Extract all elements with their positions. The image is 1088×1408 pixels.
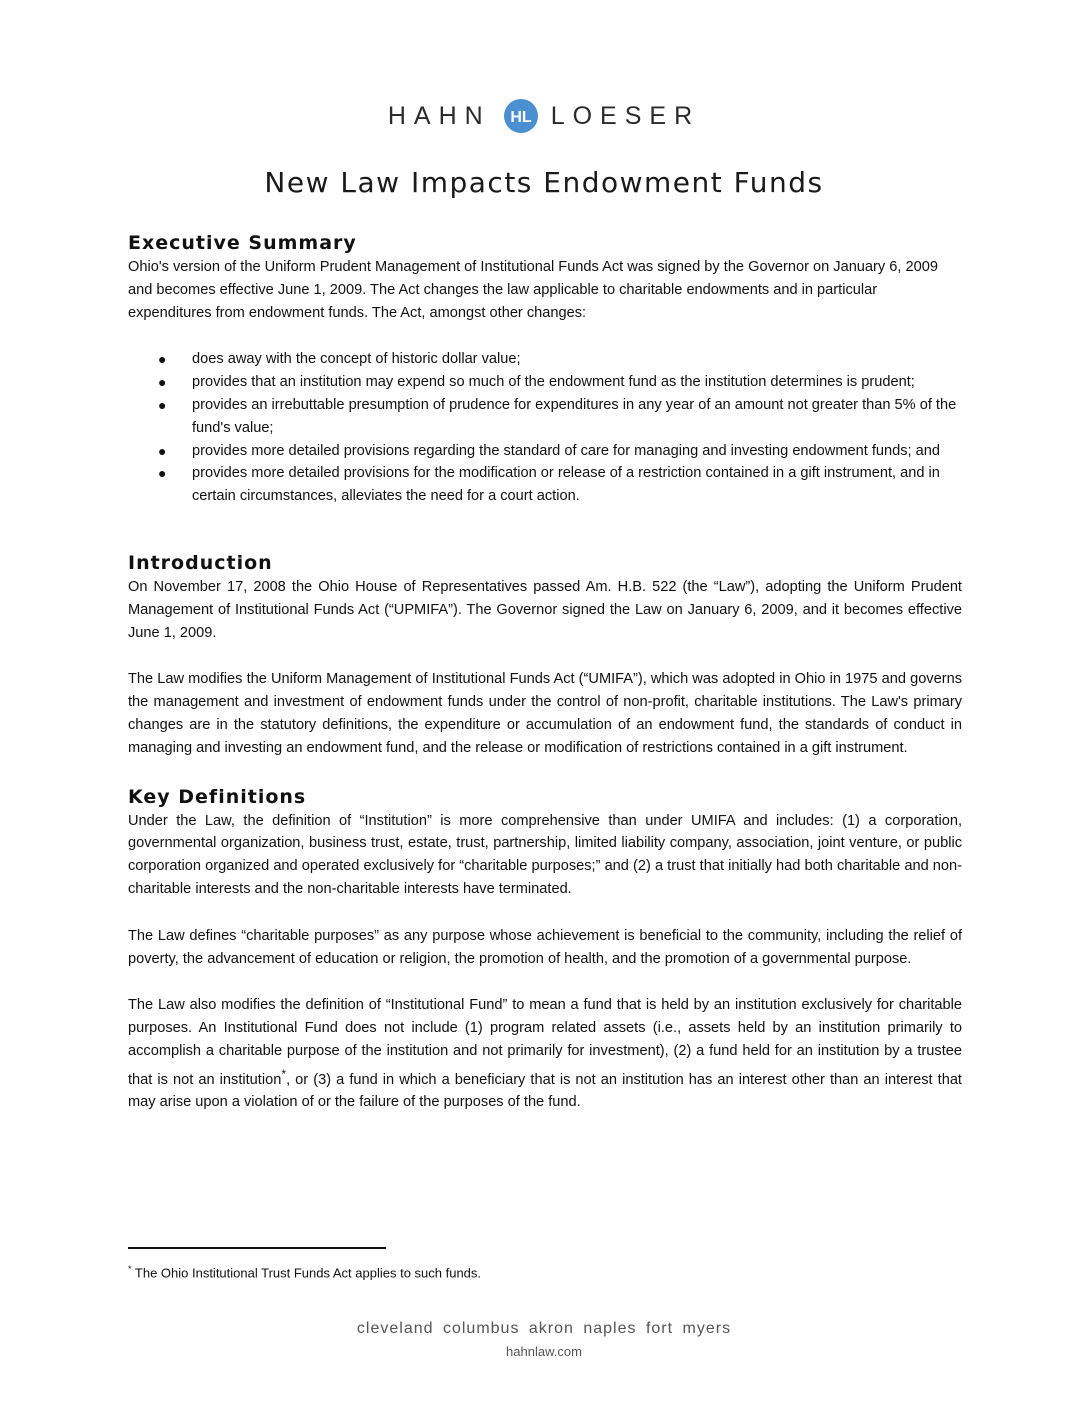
executive-summary-intro: Ohio's version of the Uniform Prudent Management of Institutional Funds Act was signed by the Governor on January 6, 2009 and becomes effective June 1, 2009. The Act changes the law applicable to charitable endowments and in particular expenditures from endowment funds. The Act, amongst other changes: (128, 259, 938, 321)
footnote (128, 1260, 481, 1282)
executive-summary-heading: Executive Summary (128, 232, 357, 254)
introduction-heading: Introduction (128, 551, 273, 574)
logo-left-word: HAHN (387, 101, 491, 130)
key-definitions-heading: Key Definitions (128, 785, 307, 808)
summary-bullet: ● provides an irrebuttable presumption of prudence for expenditures in any year of an amount not greater than 5% of the fund's value; (128, 394, 962, 440)
bullet-icon: ● (158, 465, 167, 482)
footnote-marker: * (128, 1264, 132, 1274)
definitions-paragraph: The Law defines “charitable purposes” as any purpose whose achievement is beneficial to the community, including the relief of poverty, the advancement of education or religion, the promotion of health, and the promotion of a governmental purpose. (128, 927, 962, 967)
footnote-text: The Ohio Institutional Trust Funds Act applies to such funds. (131, 1265, 482, 1281)
introduction-paragraph: The Law modifies the Uniform Management of Institutional Funds Act (“UMIFA”), which was adopted in Ohio in 1975 and governs the management and investment of endowment funds under the control of non-profit, charitable institutions. The Law's primary changes are in the statutory definitions, the expenditure or accumulation of an endowment fund, the standards of conduct in managing and investing an endowment fund, and the release or modification of restrictions contained in a gift instrument. (128, 671, 962, 756)
footnote-divider (128, 1247, 386, 1249)
introduction-paragraph: On November 17, 2008 the Ohio House of Representatives passed Am. H.B. 522 (the “Law”), adopting the Uniform Prudent Management of Institutional Funds Act (“UPMIFA”). The Governor signed the Law on January 6, 2009, and it becomes effective June 1, 2009. (128, 578, 962, 641)
document-body (128, 230, 962, 1114)
definitions-paragraph: Under the Law, the definition of “Institution” is more comprehensive than under UMIFA and includes: (1) a corporation, governmental organization, business trust, estate, trust, partnership, limited liability company, association, joint venture, or public corporation organized and operated exclusively for “charitable purposes;” and (2) a trust that initially had both charitable and non-charitable interests and the non-charitable interests have terminated. (128, 812, 962, 897)
bullet-icon: ● (158, 442, 167, 459)
summary-bullet-list (128, 348, 962, 508)
bullet-icon: ● (158, 374, 167, 391)
summary-bullet: ● does away with the concept of historic dollar value; (128, 348, 962, 371)
summary-bullet: ● provides more detailed provisions regarding the standard of care for managing and investing endowment funds; and (128, 440, 962, 463)
logo-mark-icon (503, 98, 539, 134)
definitions-paragraph: The Law also modifies the definition of “Institutional Fund” to mean a fund that is held by an institution exclusively for charitable purposes. An Institutional Fund does not include (1) program related assets (i.e., assets held by an institution primarily to accomplish a charitable purpose of the institution and not primarily for investment), (2) a fund held for an institution by a trustee that is not an institution*, or (3) a fund in which a beneficiary that is not an institution has an interest other than an interest that may arise upon a violation of or the failure of the purposes of the fund. (128, 997, 962, 1111)
bullet-icon: ● (158, 396, 167, 413)
summary-bullet: ● provides that an institution may expend so much of the endowment fund as the institution determines is prudent; (128, 371, 962, 394)
office-locations: cleveland columbus akron naples fort myers (356, 1320, 732, 1337)
firm-logo (0, 96, 1088, 136)
document-title: New Law Impacts Endowment Funds (264, 166, 824, 199)
website-link[interactable]: hahnlaw.com (506, 1344, 582, 1359)
footnote-reference[interactable]: * (281, 1066, 287, 1081)
bullet-icon: ● (158, 351, 167, 368)
summary-bullet: ● provides more detailed provisions for the modification or release of a restriction contained in a gift instrument, and in certain circumstances, alleviates the need for a court action. (128, 462, 962, 508)
logo-right-word: LOESER (550, 101, 701, 130)
logo-mark-text: HL (510, 109, 532, 126)
